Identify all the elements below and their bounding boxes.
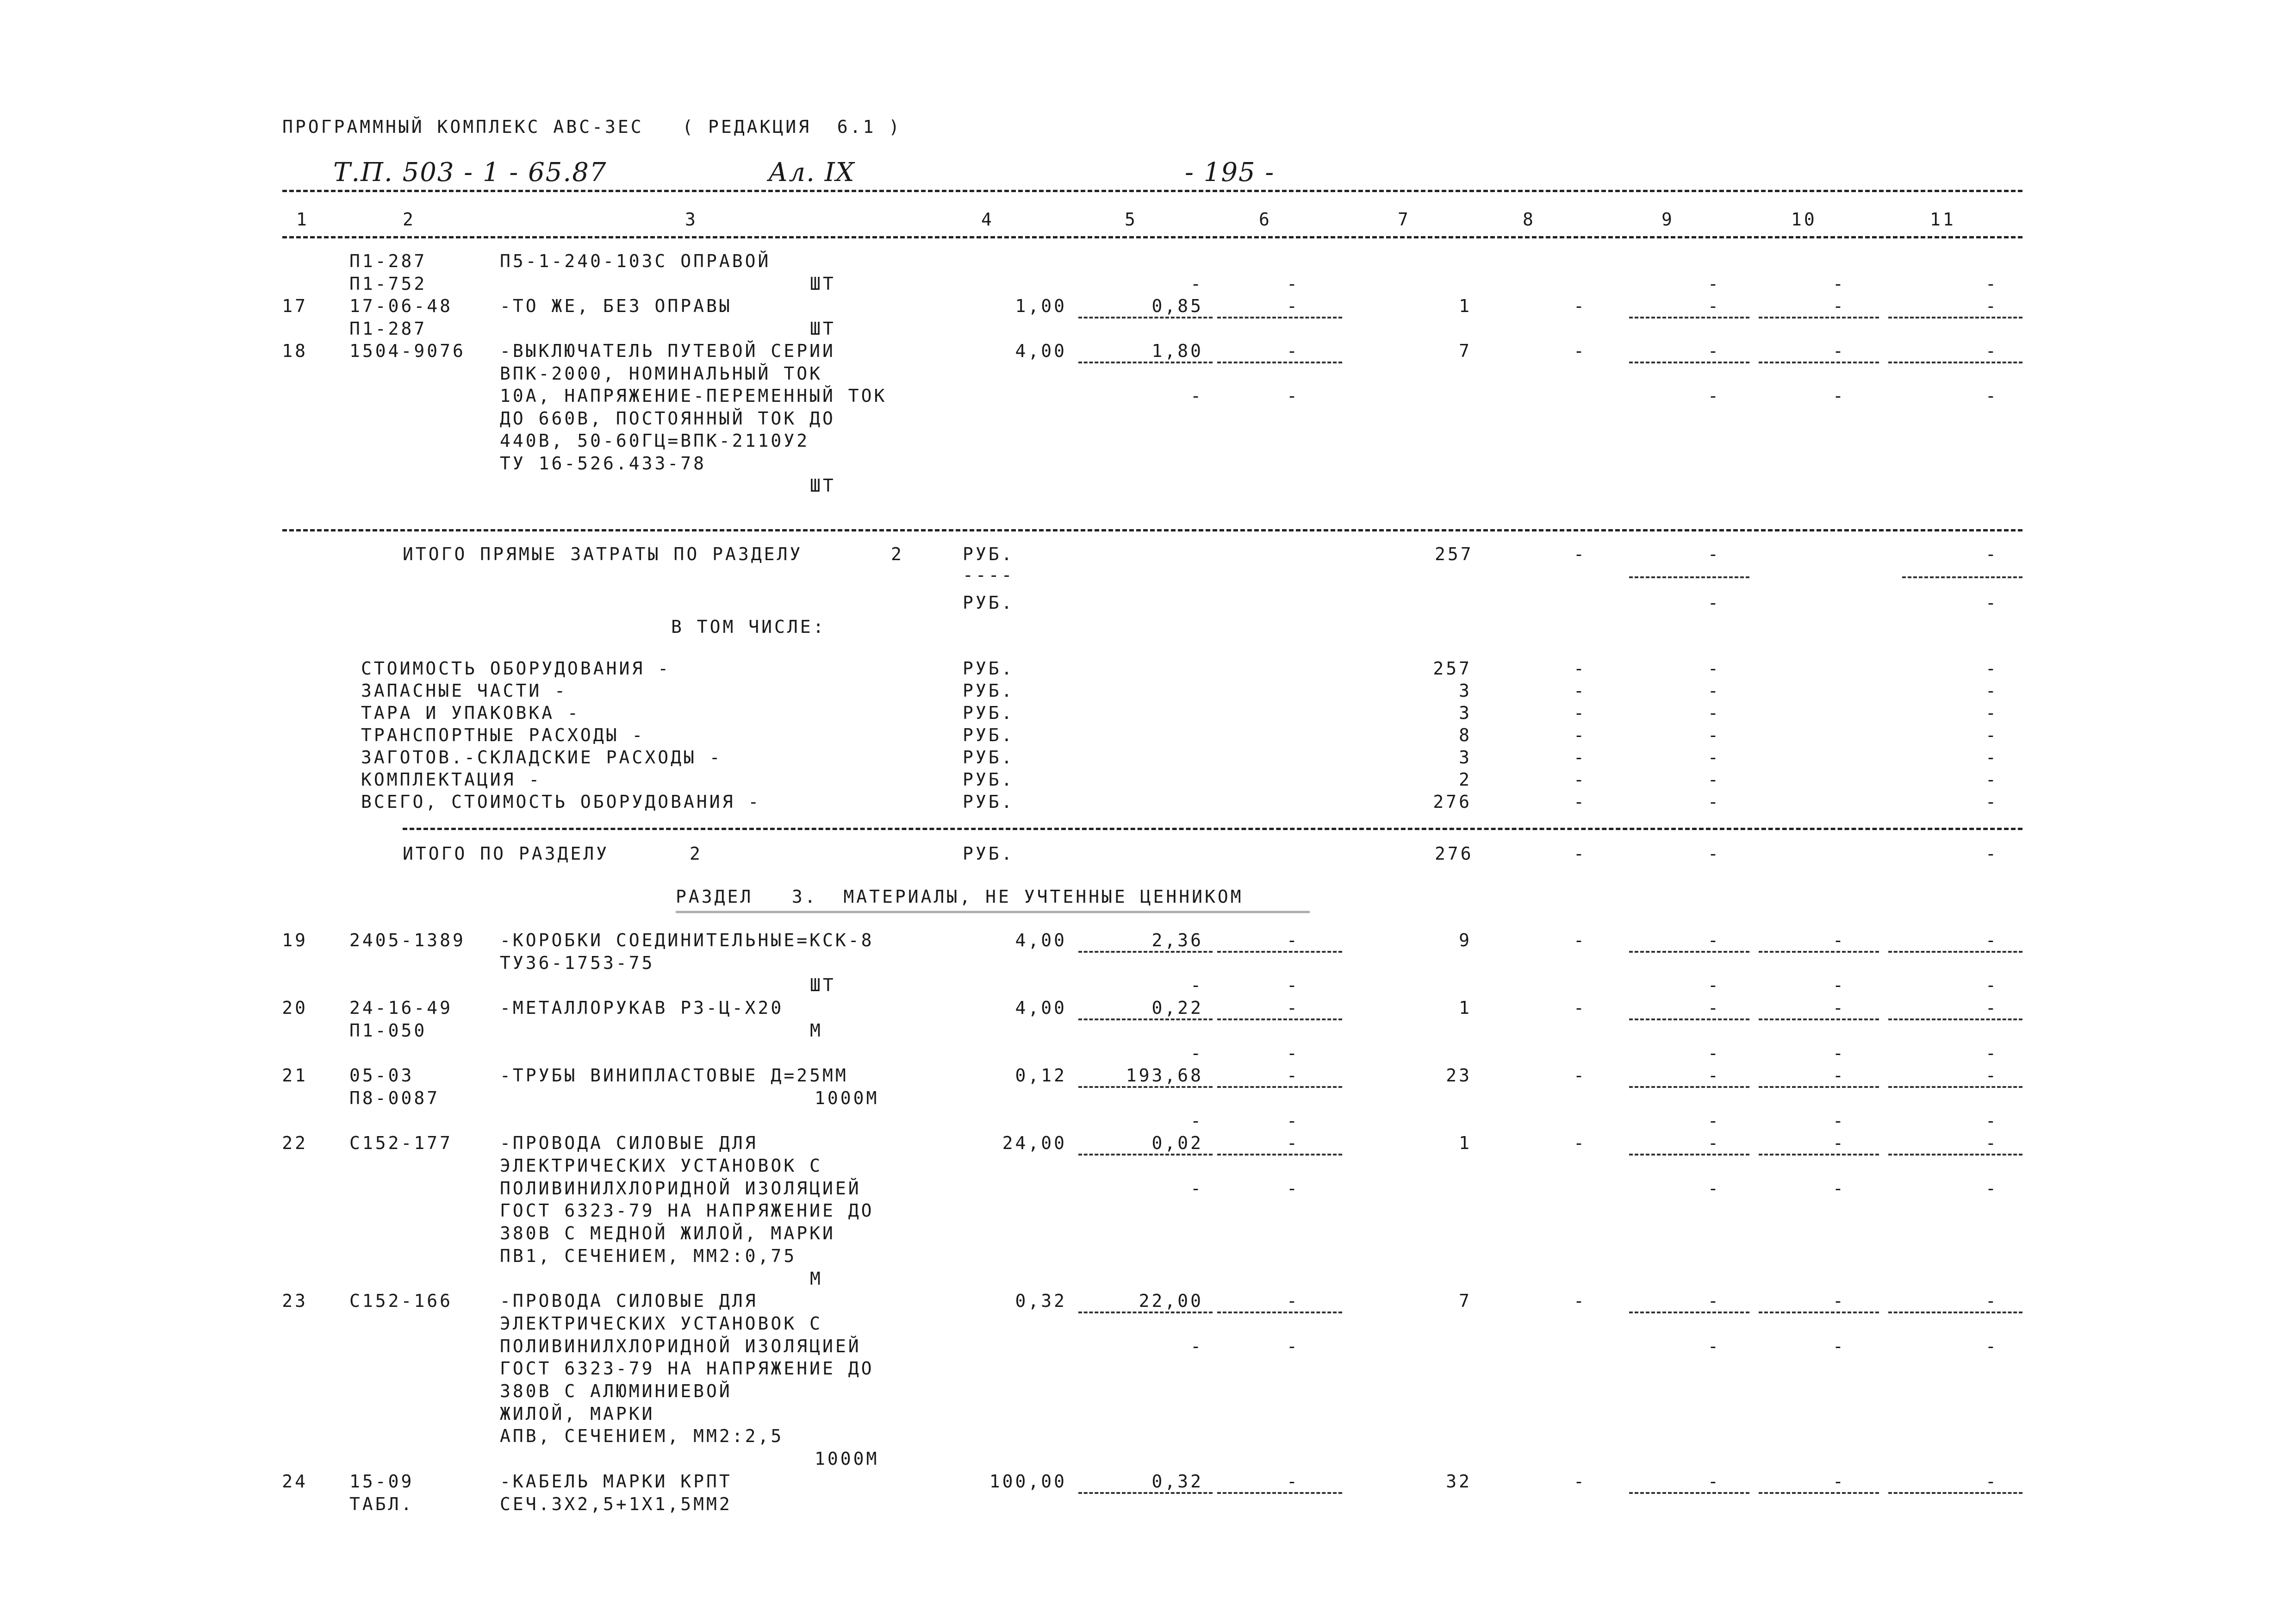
cell-code: П1-752 [349,273,427,294]
cell-desc: ТУ 16-526.433-78 [500,453,707,474]
cell-underline [1888,1492,2022,1494]
cell-underline [1888,1086,2022,1088]
page-number: - 195 - [1185,157,1275,187]
cell-num: 23 [282,1291,308,1312]
breakdown-col8: - [1574,725,1587,745]
cell-price: - [1190,975,1203,996]
cell-code: П1-287 [349,251,427,271]
cell-num: 18 [282,341,308,361]
cell-col9: - [1708,1065,1721,1086]
cell-underline [1217,317,1342,319]
cell-col6: - [1287,1291,1300,1312]
cell-desc: ШТ [810,318,836,339]
cell-col9: - [1708,1110,1721,1131]
cell-code: ТАБЛ. [349,1493,414,1514]
cell-col7: 1 [1459,296,1472,316]
breakdown-label: ЗАПАСНЫЕ ЧАСТИ - [361,681,568,701]
cell-underline [1629,362,1749,363]
cell-desc: ПОЛИВИНИЛХЛОРИДНОЙ ИЗОЛЯЦИЕЙ [500,1336,861,1356]
cell-underline [1078,1154,1213,1156]
cell-price: 1,80 [1151,341,1203,361]
cell-price: 0,22 [1151,998,1203,1018]
column-header-6: 6 [1259,209,1272,230]
cell-code: 15-09 [349,1471,414,1492]
cell-col9: - [1708,1291,1721,1312]
cell-col11: - [1985,273,1998,294]
cell-col11: - [1985,975,1998,996]
column-header-11: 11 [1930,209,1956,230]
cell-col8: - [1574,296,1587,316]
cell-col10: - [1833,1471,1846,1492]
cell-underline [1759,1492,1879,1494]
cell-underline [1759,1086,1879,1088]
total-direct-unit-2: РУБ. [963,593,1014,613]
total-direct-col8: - [1574,544,1587,564]
total-direct-label: ИТОГО ПРЯМЫЕ ЗАТРАТЫ ПО РАЗДЕЛУ [403,544,803,564]
program-header: ПРОГРАММНЫЙ КОМПЛЕКС АВС-3ЕС ( РЕДАКЦИЯ 6.1 ) [282,117,902,137]
section-total-col8: - [1574,843,1587,864]
cell-desc: ЭЛЕКТРИЧЕСКИХ УСТАНОВОК С [500,1313,822,1334]
total-direct-value: 257 [1435,544,1474,564]
cell-col6: - [1287,1065,1300,1086]
cell-col10: - [1833,1110,1846,1131]
cell-code: 24-16-49 [349,998,453,1018]
cell-desc: -ТРУБЫ ВИНИПЛАСТОВЫЕ Д=25ММ [500,1065,848,1086]
cell-underline [1078,1018,1213,1020]
cell-code: 05-03 [349,1065,414,1086]
cell-col9: - [1708,1133,1721,1154]
breakdown-col11: - [1985,792,1998,812]
column-header-5: 5 [1125,209,1138,230]
breakdown-label: КОМПЛЕКТАЦИЯ - [361,769,542,790]
section-total-unit: РУБ. [963,843,1014,864]
cell-col11: - [1985,1043,1998,1063]
cell-underline [1078,1492,1213,1494]
cell-desc: ЖИЛОЙ, МАРКИ [500,1403,655,1424]
cell-col7: 9 [1459,930,1472,950]
cell-col8: - [1574,1291,1587,1312]
cell-code: С152-166 [349,1291,453,1312]
cell-underline [1217,1312,1342,1313]
cell-code: 2405-1389 [349,930,466,950]
total-direct-section: 2 [891,544,904,564]
total-direct-col11: - [1985,544,1998,564]
breakdown-col8: - [1574,658,1587,679]
breakdown-col8: - [1574,792,1587,812]
cell-col9: - [1708,998,1721,1018]
breakdown-value: 8 [1459,725,1472,745]
breakdown-col9: - [1708,681,1721,701]
cell-desc: -ПРОВОДА СИЛОВЫЕ ДЛЯ [500,1291,758,1312]
cell-price: - [1190,273,1203,294]
cell-underline [1759,951,1879,953]
cell-price: - [1190,1178,1203,1199]
cell-desc: ВПК-2000, НОМИНАЛЬНЫЙ ТОК [500,363,822,384]
column-header-2: 2 [403,209,416,230]
cell-col10: - [1833,1291,1846,1312]
cell-col9: - [1708,1471,1721,1492]
breakdown-value: 3 [1459,747,1472,768]
cell-underline [1759,362,1879,363]
section-total-value: 276 [1435,843,1474,864]
breakdown-label: ТАРА И УПАКОВКА - [361,703,580,723]
cell-qty: 24,00 [1002,1133,1067,1154]
cell-col10: - [1833,1178,1846,1199]
cell-underline [1629,317,1749,319]
breakdown-label: СТОИМОСТЬ ОБОРУДОВАНИЯ - [361,658,671,679]
cell-col11: - [1985,1133,1998,1154]
section-total-section: 2 [690,843,703,864]
cell-col10: - [1833,1043,1846,1063]
cell-col9: - [1708,341,1721,361]
cell-col8: - [1574,1065,1587,1086]
cell-col11: - [1985,1336,1998,1356]
cell-num: 24 [282,1471,308,1492]
cell-col6: - [1287,1110,1300,1131]
breakdown-unit: РУБ. [963,725,1014,745]
section-total-label: ИТОГО ПО РАЗДЕЛУ [403,843,610,864]
cell-underline [1217,362,1342,363]
cell-underline [1629,1018,1749,1020]
cell-underline [1629,1154,1749,1156]
cell-underline [1629,1312,1749,1313]
cell-desc: 380В С АЛЮМИНИЕВОЙ [500,1381,732,1401]
breakdown-col9: - [1708,769,1721,790]
cell-col6: - [1287,1336,1300,1356]
cell-qty: 0,12 [1015,1065,1067,1086]
breakdown-col9: - [1708,703,1721,723]
breakdown-col11: - [1985,747,1998,768]
breakdown-unit: РУБ. [963,681,1014,701]
cell-col9: - [1708,386,1721,406]
section-3-title: РАЗДЕЛ 3. МАТЕРИАЛЫ, НЕ УЧТЕННЫЕ ЦЕННИКОМ [676,887,1244,907]
cell-underline [1078,362,1213,363]
column-header-9: 9 [1661,209,1674,230]
breakdown-col8: - [1574,703,1587,723]
cell-num: 20 [282,998,308,1018]
cell-col7: 32 [1446,1471,1472,1492]
cell-col7: 7 [1459,1291,1472,1312]
cell-price: 0,02 [1151,1133,1203,1154]
cell-desc: -КОРОБКИ СОЕДИНИТЕЛЬНЫЕ=КСК-8 [500,930,874,950]
cell-col6: - [1287,386,1300,406]
cell-desc: -ВЫКЛЮЧАТЕЛЬ ПУТЕВОЙ СЕРИИ [500,341,835,361]
cell-col6: - [1287,341,1300,361]
breakdown-col8: - [1574,747,1587,768]
cell-col11: - [1985,998,1998,1018]
cell-col6: - [1287,296,1300,316]
cell-underline [1759,1312,1879,1313]
cell-col10: - [1833,296,1846,316]
cell-underline [1078,951,1213,953]
cell-num: 21 [282,1065,308,1086]
cell-desc: ПВ1, СЕЧЕНИЕМ, ММ2:0,75 [500,1245,797,1266]
cell-col10: - [1833,1065,1846,1086]
cell-underline [1888,362,2022,363]
section-3-title-underline [676,911,1310,917]
breakdown-col8: - [1574,769,1587,790]
cell-desc: ШТ [810,975,836,996]
sheet-number: Ал. IX [768,157,855,187]
breakdown-col11: - [1985,703,1998,723]
breakdown-col11: - [1985,725,1998,745]
cell-col11: - [1985,1110,1998,1131]
cell-desc: -ТО ЖЕ, БЕЗ ОПРАВЫ [500,296,732,316]
cell-underline [1629,951,1749,953]
rule-before-totals [282,529,2022,531]
breakdown-col11: - [1985,769,1998,790]
breakdown-unit: РУБ. [963,792,1014,812]
breakdown-col9: - [1708,725,1721,745]
cell-col11: - [1985,386,1998,406]
cell-desc: АПВ, СЕЧЕНИЕМ, ММ2:2,5 [500,1426,784,1447]
breakdown-col11: - [1985,658,1998,679]
cell-num: 17 [282,296,308,316]
cell-col10: - [1833,273,1846,294]
cell-underline [1759,1154,1879,1156]
cell-underline [1759,317,1879,319]
cell-desc: ЭЛЕКТРИЧЕСКИХ УСТАНОВОК С [500,1156,822,1176]
cell-desc: ГОСТ 6323-79 НА НАПРЯЖЕНИЕ ДО [500,1358,874,1379]
cell-price: - [1190,386,1203,406]
doc-code: Т.П. 503 - 1 - 65.87 [333,157,607,187]
cell-col6: - [1287,1471,1300,1492]
cell-col10: - [1833,975,1846,996]
cell-col8: - [1574,998,1587,1018]
cell-qty: 0,32 [1015,1291,1067,1312]
breakdown-unit: РУБ. [963,658,1014,679]
cell-col9: - [1708,975,1721,996]
breakdown-value: 3 [1459,703,1472,723]
breakdown-col9: - [1708,658,1721,679]
cell-qty: 100,00 [989,1471,1067,1492]
breakdown-value: 257 [1433,658,1472,679]
cell-desc: СЕЧ.3Х2,5+1Х1,5ММ2 [500,1493,732,1514]
cell-desc: П5-1-240-103С ОПРАВОЙ [500,251,771,271]
cell-col6: - [1287,1133,1300,1154]
cell-qty: 1,00 [1015,296,1067,316]
column-header-3: 3 [685,209,698,230]
cell-col9: - [1708,296,1721,316]
cell-col10: - [1833,1133,1846,1154]
unit-underline: ---- [963,565,1014,585]
cell-underline [1888,317,2022,319]
cell-col11: - [1985,1065,1998,1086]
breakdown-col11: - [1985,681,1998,701]
column-header-7: 7 [1398,209,1411,230]
cell-desc: ГОСТ 6323-79 НА НАПРЯЖЕНИЕ ДО [500,1200,874,1221]
cell-price: 22,00 [1139,1291,1203,1312]
cell-desc: -ПРОВОДА СИЛОВЫЕ ДЛЯ [500,1133,758,1154]
cell-underline [1217,951,1342,953]
cell-num: 22 [282,1133,308,1154]
cell-desc: ШТ [810,475,836,496]
cell-col9: - [1708,930,1721,950]
cell-desc: 380В С МЕДНОЙ ЖИЛОЙ, МАРКИ [500,1223,835,1244]
cell-qty: 4,00 [1015,998,1067,1018]
col9-underline [1629,576,1749,578]
cell-col9: - [1708,1043,1721,1063]
cell-desc: М [810,1020,823,1041]
cell-qty: 4,00 [1015,930,1067,950]
column-header-10: 10 [1791,209,1817,230]
cell-col10: - [1833,386,1846,406]
breakdown-label: ТРАНСПОРТНЫЕ РАСХОДЫ - [361,725,645,745]
cell-code: 1504-9076 [349,341,466,361]
cell-price: 2,36 [1151,930,1203,950]
cell-price: - [1190,1043,1203,1063]
cell-code: С152-177 [349,1133,453,1154]
cell-desc: 1000М [815,1449,879,1469]
cell-desc: 1000М [815,1087,879,1108]
cell-col6: - [1287,273,1300,294]
total-direct-sub-col11: - [1985,593,1998,613]
cell-underline [1888,1312,2022,1313]
cell-col8: - [1574,930,1587,950]
cell-col6: - [1287,998,1300,1018]
cell-col7: 1 [1459,998,1472,1018]
cell-col11: - [1985,296,1998,316]
breakdown-unit: РУБ. [963,747,1014,768]
cell-underline [1629,1086,1749,1088]
cell-col7: 7 [1459,341,1472,361]
breakdown-unit: РУБ. [963,769,1014,790]
cell-col9: - [1708,273,1721,294]
cell-underline [1078,317,1213,319]
section-total-col9: - [1708,843,1721,864]
cell-num: 19 [282,930,308,950]
col11-underline [1902,576,2022,578]
cell-price: - [1190,1336,1203,1356]
cell-price: 0,32 [1151,1471,1203,1492]
cell-underline [1888,1154,2022,1156]
cell-col10: - [1833,998,1846,1018]
cell-col7: 1 [1459,1133,1472,1154]
cell-col8: - [1574,1471,1587,1492]
cell-col10: - [1833,1336,1846,1356]
cell-underline [1629,1492,1749,1494]
cell-code: 17-06-48 [349,296,453,316]
section-total-col11: - [1985,843,1998,864]
cell-underline [1217,1086,1342,1088]
cell-col11: - [1985,341,1998,361]
rule-under-header [282,236,2022,238]
rule-before-section-total [403,828,2022,830]
rule-top [282,190,2022,192]
cell-col9: - [1708,1336,1721,1356]
cell-price: 0,85 [1151,296,1203,316]
cell-col9: - [1708,1178,1721,1199]
breakdown-label: ЗАГОТОВ.-СКЛАДСКИЕ РАСХОДЫ - [361,747,722,768]
cell-price: 193,68 [1126,1065,1203,1086]
cell-desc: ШТ [810,273,836,294]
cell-col11: - [1985,1178,1998,1199]
cell-desc: ДО 660В, ПОСТОЯННЫЙ ТОК ДО [500,408,835,429]
breakdown-value: 276 [1433,792,1472,812]
cell-underline [1888,1018,2022,1020]
breakdown-col8: - [1574,681,1587,701]
cell-price: - [1190,1110,1203,1131]
cell-desc: -МЕТАЛЛОРУКАВ Р3-Ц-Х20 [500,998,784,1018]
including-label: В ТОМ ЧИСЛЕ: [671,617,826,637]
total-direct-sub-col9: - [1708,593,1721,613]
cell-col8: - [1574,1133,1587,1154]
breakdown-value: 2 [1459,769,1472,790]
cell-col11: - [1985,1471,1998,1492]
breakdown-label: ВСЕГО, СТОИМОСТЬ ОБОРУДОВАНИЯ - [361,792,761,812]
cell-col6: - [1287,975,1300,996]
breakdown-unit: РУБ. [963,703,1014,723]
cell-col6: - [1287,930,1300,950]
breakdown-col9: - [1708,792,1721,812]
cell-desc: ТУ36-1753-75 [500,952,655,973]
total-direct-col9: - [1708,544,1721,564]
cell-desc: -КАБЕЛЬ МАРКИ КРПТ [500,1471,732,1492]
cell-desc: 440В, 50-60ГЦ=ВПК-2110У2 [500,431,810,451]
cell-col6: - [1287,1043,1300,1063]
column-header-4: 4 [981,209,994,230]
breakdown-value: 3 [1459,681,1472,701]
cell-col11: - [1985,930,1998,950]
cell-underline [1217,1018,1342,1020]
cell-code: П1-050 [349,1020,427,1041]
cell-col6: - [1287,1178,1300,1199]
cell-underline [1217,1492,1342,1494]
cell-col7: 23 [1446,1065,1472,1086]
cell-col8: - [1574,341,1587,361]
cell-col11: - [1985,1291,1998,1312]
cell-desc: 10А, НАПРЯЖЕНИЕ-ПЕРЕМЕННЫЙ ТОК [500,386,887,406]
total-direct-unit: РУБ. [963,544,1014,564]
cell-desc: М [810,1268,823,1289]
cell-col10: - [1833,930,1846,950]
breakdown-col9: - [1708,747,1721,768]
cell-underline [1217,1154,1342,1156]
cell-code: П1-287 [349,318,427,339]
cell-code: П8-0087 [349,1087,440,1108]
cell-col10: - [1833,341,1846,361]
cell-underline [1759,1018,1879,1020]
cell-underline [1078,1312,1213,1313]
cell-underline [1078,1086,1213,1088]
cell-qty: 4,00 [1015,341,1067,361]
column-header-1: 1 [296,209,309,230]
cell-underline [1888,951,2022,953]
cell-desc: ПОЛИВИНИЛХЛОРИДНОЙ ИЗОЛЯЦИЕЙ [500,1178,861,1199]
column-header-8: 8 [1523,209,1536,230]
